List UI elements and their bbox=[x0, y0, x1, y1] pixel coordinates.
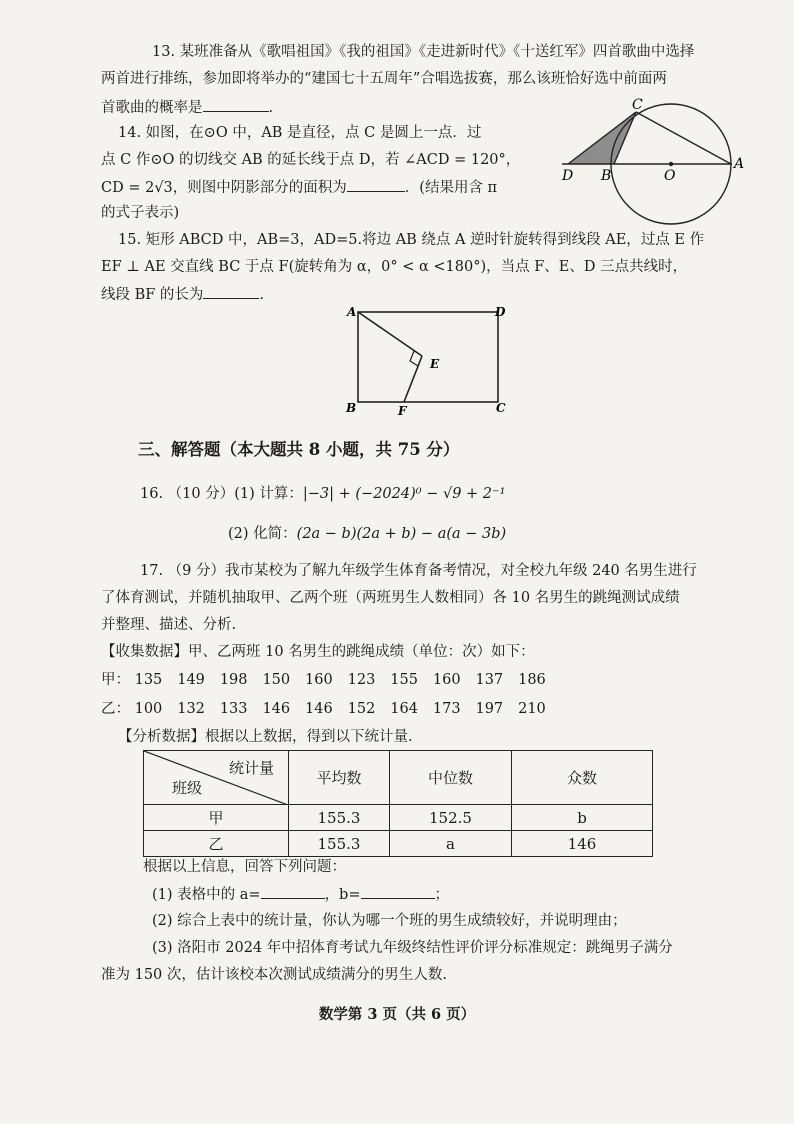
answer-blank bbox=[203, 97, 269, 112]
label-d: D bbox=[495, 305, 506, 319]
table-header-row bbox=[144, 751, 653, 805]
q14-line1: 14. 如图，在⊙O 中，AB 是直径，点 C 是圆上一点．过 bbox=[118, 125, 482, 141]
col-header: 中位数 bbox=[390, 751, 512, 805]
class-cell: 甲 bbox=[144, 805, 289, 831]
q14-line3: CD = 2√3，则图中阴影部分的面积为 ．(结果用含 π bbox=[101, 177, 497, 198]
q15-line2: EF ⊥ AE 交直线 BC 于点 F(旋转角为 α，0° < α <180°)，当点 F、E、D 三点共线时， bbox=[101, 259, 688, 275]
label-a: A bbox=[734, 156, 745, 172]
table-cell: b bbox=[512, 805, 653, 831]
q16-part2: (2) 化简：(2a − b)(2a + b) − a(a − 3b) bbox=[228, 526, 507, 542]
q17-sub2: (2) 综合上表中的统计量，你认为哪一个班的男生成绩较好，并说明理由； bbox=[152, 913, 627, 929]
circle-figure bbox=[558, 98, 748, 228]
center-dot bbox=[669, 162, 673, 166]
answer-blank bbox=[347, 177, 405, 192]
page-footer: 数学第 3 页（共 6 页） bbox=[318, 1006, 476, 1023]
q13-line2: 两首进行排练，参加即将举办的“建国七十五周年”合唱选拔赛，那么该班恰好选中前面两 bbox=[101, 71, 667, 87]
header-class: 班级 bbox=[172, 779, 203, 797]
col-header: 众数 bbox=[512, 751, 653, 805]
q17-sub1: (1) 表格中的 a= ，b= ； bbox=[152, 884, 449, 905]
segment-ae bbox=[358, 312, 422, 356]
rectangle-figure bbox=[338, 300, 518, 420]
q14-line2: 点 C 作⊙O 的切线交 AB 的延长线于点 D，若 ∠ACD = 120°， bbox=[101, 152, 521, 168]
diagonal-header-cell bbox=[144, 751, 289, 805]
answer-blank bbox=[361, 884, 435, 899]
section-title: 三、解答题（本大题共 8 小题，共 75 分） bbox=[138, 440, 460, 459]
label-c: C bbox=[496, 401, 506, 415]
q17-line1: 17. （9 分）我市某校为了解九年级学生体育备考情况，对全校九年级 240 名男生进行 bbox=[140, 563, 697, 579]
q17-sub3-line2: 准为 150 次，估计该校本次测试成绩满分的男生人数. bbox=[101, 967, 448, 983]
label-b: B bbox=[346, 401, 357, 415]
table-cell: 152.5 bbox=[390, 805, 512, 831]
col-header: 平均数 bbox=[289, 751, 390, 805]
chord-ca bbox=[636, 112, 731, 164]
q13-line3: 首歌曲的概率是 . bbox=[101, 97, 273, 118]
yi-scores: 乙： 100 132 133 146 146 152 164 173 197 210 bbox=[101, 701, 546, 717]
table-row bbox=[144, 805, 653, 831]
q16-part1: 16. （10 分）(1) 计算：|−3| + (−2024)⁰ − √9 + 2⁻¹ bbox=[140, 486, 506, 502]
table-cell: 146 bbox=[512, 831, 653, 857]
q13-line1: 13. 某班准备从《歌唱祖国》《我的祖国》《走进新时代》《十送红军》四首歌曲中选择 bbox=[152, 44, 695, 60]
answer-blank bbox=[261, 884, 325, 899]
q17-line3: 并整理、描述、分析. bbox=[101, 617, 237, 633]
label-f: F bbox=[398, 404, 407, 418]
table-cell: 155.3 bbox=[289, 805, 390, 831]
collect-heading: 【收集数据】甲、乙两班 10 名男生的跳绳成绩（单位：次）如下： bbox=[101, 644, 535, 660]
jia-scores: 甲： 135 149 198 150 160 123 155 160 137 186 bbox=[101, 672, 546, 688]
label-a: A bbox=[347, 305, 357, 319]
q17-after: 根据以上信息，回答下列问题： bbox=[143, 859, 346, 875]
q17-line2: 了体育测试，并随机抽取甲、乙两个班（两班男生人数相同）各 10 名男生的跳绳测试成绩 bbox=[101, 590, 680, 606]
table-cell: a bbox=[390, 831, 512, 857]
label-d: D bbox=[562, 168, 574, 184]
label-o: O bbox=[664, 168, 676, 184]
label-b: B bbox=[601, 168, 612, 184]
class-cell: 乙 bbox=[144, 831, 289, 857]
label-e: E bbox=[430, 357, 440, 371]
table-cell: 155.3 bbox=[289, 831, 390, 857]
answer-blank bbox=[203, 284, 259, 299]
q15-line1: 15. 矩形 ABCD 中，AB=3，AD=5.将边 AB 绕点 A 逆时针旋转得到线段 AE，过点 E 作 bbox=[118, 232, 705, 248]
q14-line4: 的式子表示) bbox=[101, 205, 180, 221]
table-row bbox=[144, 831, 653, 857]
q15-line3: 线段 BF 的长为 . bbox=[101, 284, 264, 305]
q17-sub3-line1: (3) 洛阳市 2024 年中招体育考试九年级终结性评价评分标准规定：跳绳男子满分 bbox=[152, 940, 673, 956]
analyze-heading: 【分析数据】根据以上数据，得到以下统计量. bbox=[118, 729, 413, 745]
stats-table bbox=[143, 750, 653, 857]
label-c: C bbox=[632, 98, 643, 113]
header-stat: 统计量 bbox=[228, 759, 274, 777]
